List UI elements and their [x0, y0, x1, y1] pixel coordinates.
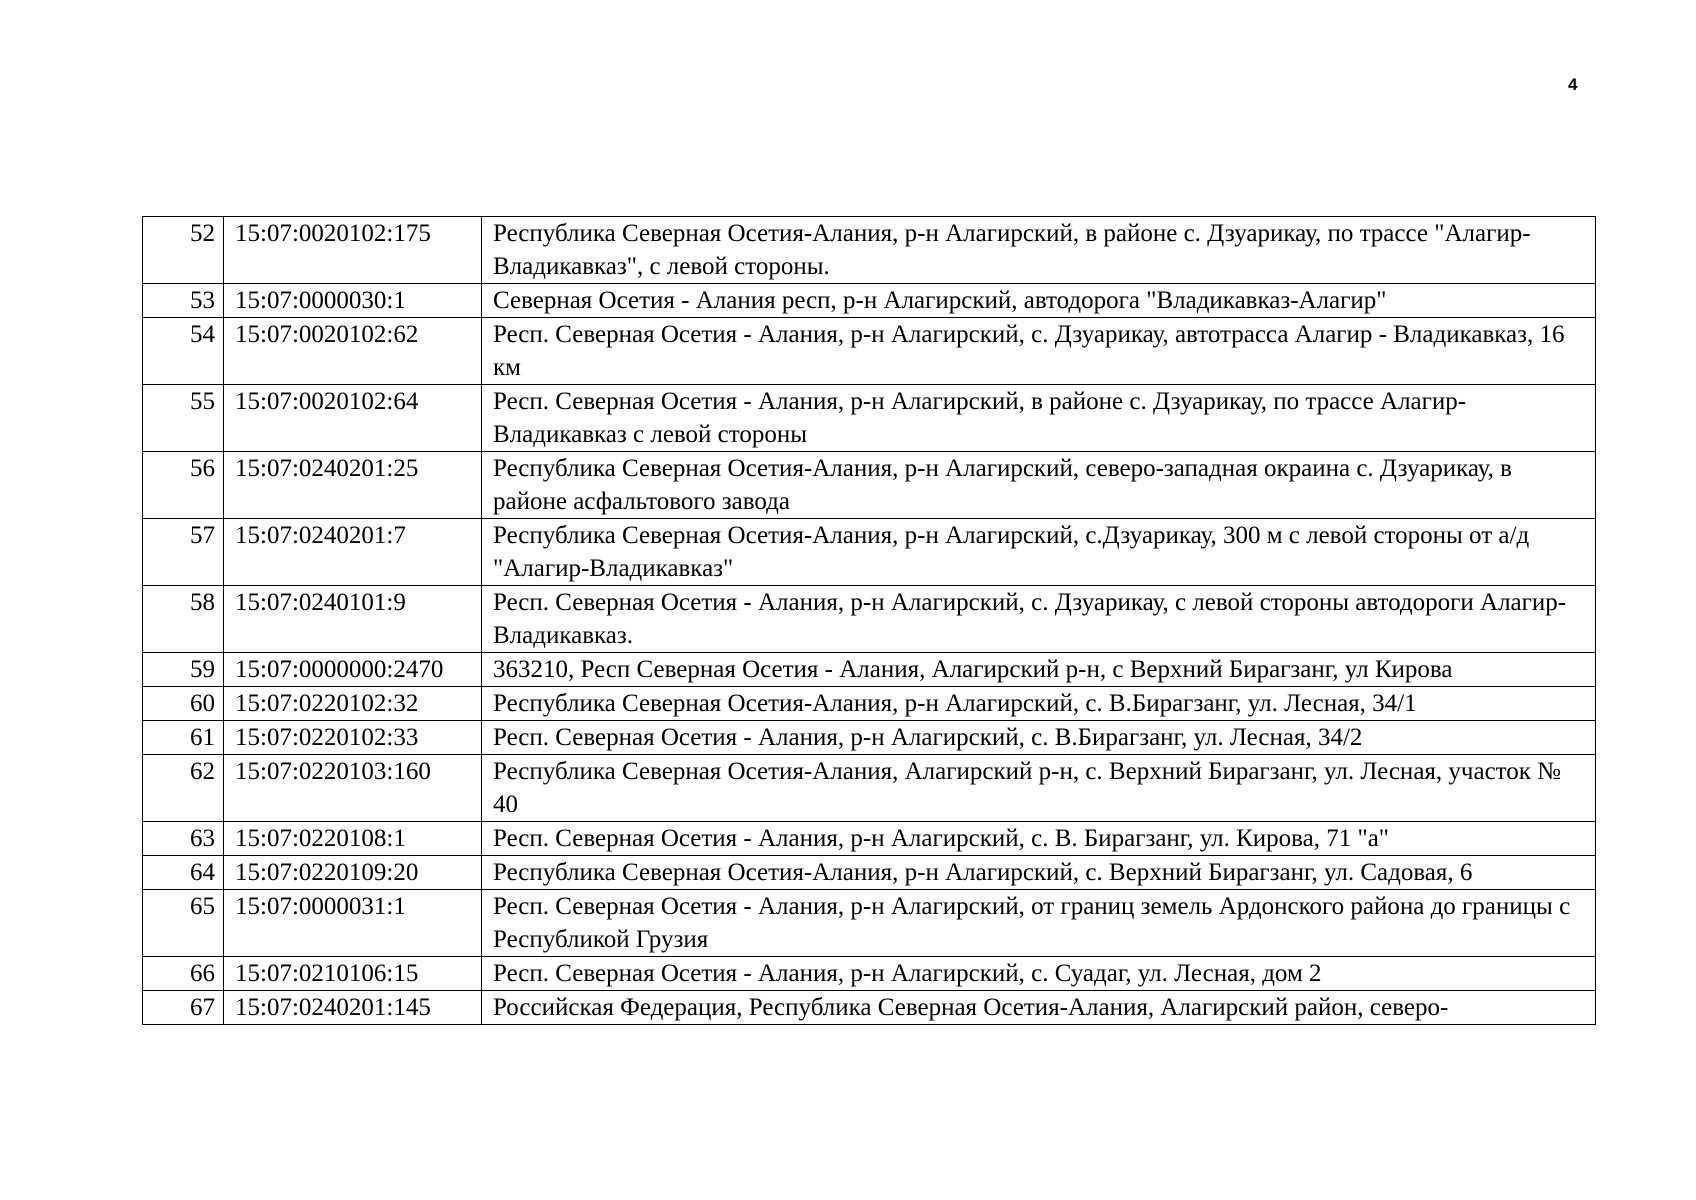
address: Республика Северная Осетия-Алания, р-н Алагирский, северо-западная окраина с. Дзуарикау, в районе асфальтового завода — [482, 452, 1596, 519]
row-number: 63 — [143, 822, 224, 856]
table-row — [143, 653, 1596, 687]
row-number: 67 — [143, 991, 224, 1025]
address: Республика Северная Осетия-Алания, р-н Алагирский, с.Дзуарикау, 300 м с левой стороны от а/д "Алагир-Владикавказ" — [482, 519, 1596, 586]
cadastral-number: 15:07:0240201:145 — [224, 991, 482, 1025]
row-number: 59 — [143, 653, 224, 687]
table-row — [143, 721, 1596, 755]
address: Респ. Северная Осетия - Алания, р-н Алагирский, с. Суадаг, ул. Лесная, дом 2 — [482, 957, 1596, 991]
row-number: 65 — [143, 890, 224, 957]
address: Респ. Северная Осетия - Алания, р-н Алагирский, с. В.Бирагзанг, ул. Лесная, 34/2 — [482, 721, 1596, 755]
row-number: 52 — [143, 217, 224, 284]
cadastral-number: 15:07:0240201:25 — [224, 452, 482, 519]
address: Респ. Северная Осетия - Алания, р-н Алагирский, в районе с. Дзуарикау, по трассе Алагир-Владикавказ с левой стороны — [482, 385, 1596, 452]
cadastral-number: 15:07:0210106:15 — [224, 957, 482, 991]
cadastral-number: 15:07:0220108:1 — [224, 822, 482, 856]
cadastral-number: 15:07:0020102:175 — [224, 217, 482, 284]
address: Республика Северная Осетия-Алания, Алагирский р-н, с. Верхний Бирагзанг, ул. Лесная, участок № 40 — [482, 755, 1596, 822]
cadastral-number: 15:07:0220103:160 — [224, 755, 482, 822]
table-row — [143, 856, 1596, 890]
row-number: 61 — [143, 721, 224, 755]
table-row — [143, 687, 1596, 721]
address: Респ. Северная Осетия - Алания, р-н Алагирский, от границ земель Ардонского района до границы с Республикой Грузия — [482, 890, 1596, 957]
row-number: 64 — [143, 856, 224, 890]
row-number: 56 — [143, 452, 224, 519]
row-number: 55 — [143, 385, 224, 452]
table-row — [143, 519, 1596, 586]
table-row — [143, 957, 1596, 991]
address: Республика Северная Осетия-Алания, р-н Алагирский, с. Верхний Бирагзанг, ул. Садовая, 6 — [482, 856, 1596, 890]
row-number: 54 — [143, 318, 224, 385]
address: Респ. Северная Осетия - Алания, р-н Алагирский, с. В. Бирагзанг, ул. Кирова, 71 "а" — [482, 822, 1596, 856]
page-number: 4 — [1568, 75, 1578, 94]
address: Республика Северная Осетия-Алания, р-н Алагирский, в районе с. Дзуарикау, по трассе "Алагир-Владикавказ", с левой стороны. — [482, 217, 1596, 284]
cadastral-number: 15:07:0000031:1 — [224, 890, 482, 957]
table-row — [143, 586, 1596, 653]
table-row — [143, 755, 1596, 822]
table-body — [143, 217, 1596, 1025]
address: Российская Федерация, Республика Северная Осетия-Алания, Алагирский район, северо- — [482, 991, 1596, 1025]
table-row — [143, 991, 1596, 1025]
cadastral-number: 15:07:0020102:64 — [224, 385, 482, 452]
cadastral-number: 15:07:0000030:1 — [224, 284, 482, 318]
table-row — [143, 284, 1596, 318]
table-row — [143, 890, 1596, 957]
address: Респ. Северная Осетия - Алания, р-н Алагирский, с. Дзуарикау, с левой стороны автодороги Алагир-Владикавказ. — [482, 586, 1596, 653]
row-number: 57 — [143, 519, 224, 586]
table-row — [143, 452, 1596, 519]
cadastral-number: 15:07:0220102:32 — [224, 687, 482, 721]
row-number: 60 — [143, 687, 224, 721]
address: 363210, Респ Северная Осетия - Алания, Алагирский р-н, с Верхний Бирагзанг, ул Кирова — [482, 653, 1596, 687]
table-row — [143, 385, 1596, 452]
cadastral-number: 15:07:0020102:62 — [224, 318, 482, 385]
row-number: 53 — [143, 284, 224, 318]
land-plots-table — [142, 216, 1596, 1025]
address: Северная Осетия - Алания респ, р-н Алагирский, автодорога "Владикавказ-Алагир" — [482, 284, 1596, 318]
cadastral-number: 15:07:0240201:7 — [224, 519, 482, 586]
row-number: 66 — [143, 957, 224, 991]
cadastral-number: 15:07:0220102:33 — [224, 721, 482, 755]
table-row — [143, 217, 1596, 284]
table-row — [143, 318, 1596, 385]
table-row — [143, 822, 1596, 856]
cadastral-number: 15:07:0000000:2470 — [224, 653, 482, 687]
address: Респ. Северная Осетия - Алания, р-н Алагирский, с. Дзуарикау, автотрасса Алагир - Владикавказ, 16 км — [482, 318, 1596, 385]
address: Республика Северная Осетия-Алания, р-н Алагирский, с. В.Бирагзанг, ул. Лесная, 34/1 — [482, 687, 1596, 721]
cadastral-number: 15:07:0220109:20 — [224, 856, 482, 890]
row-number: 58 — [143, 586, 224, 653]
row-number: 62 — [143, 755, 224, 822]
cadastral-number: 15:07:0240101:9 — [224, 586, 482, 653]
